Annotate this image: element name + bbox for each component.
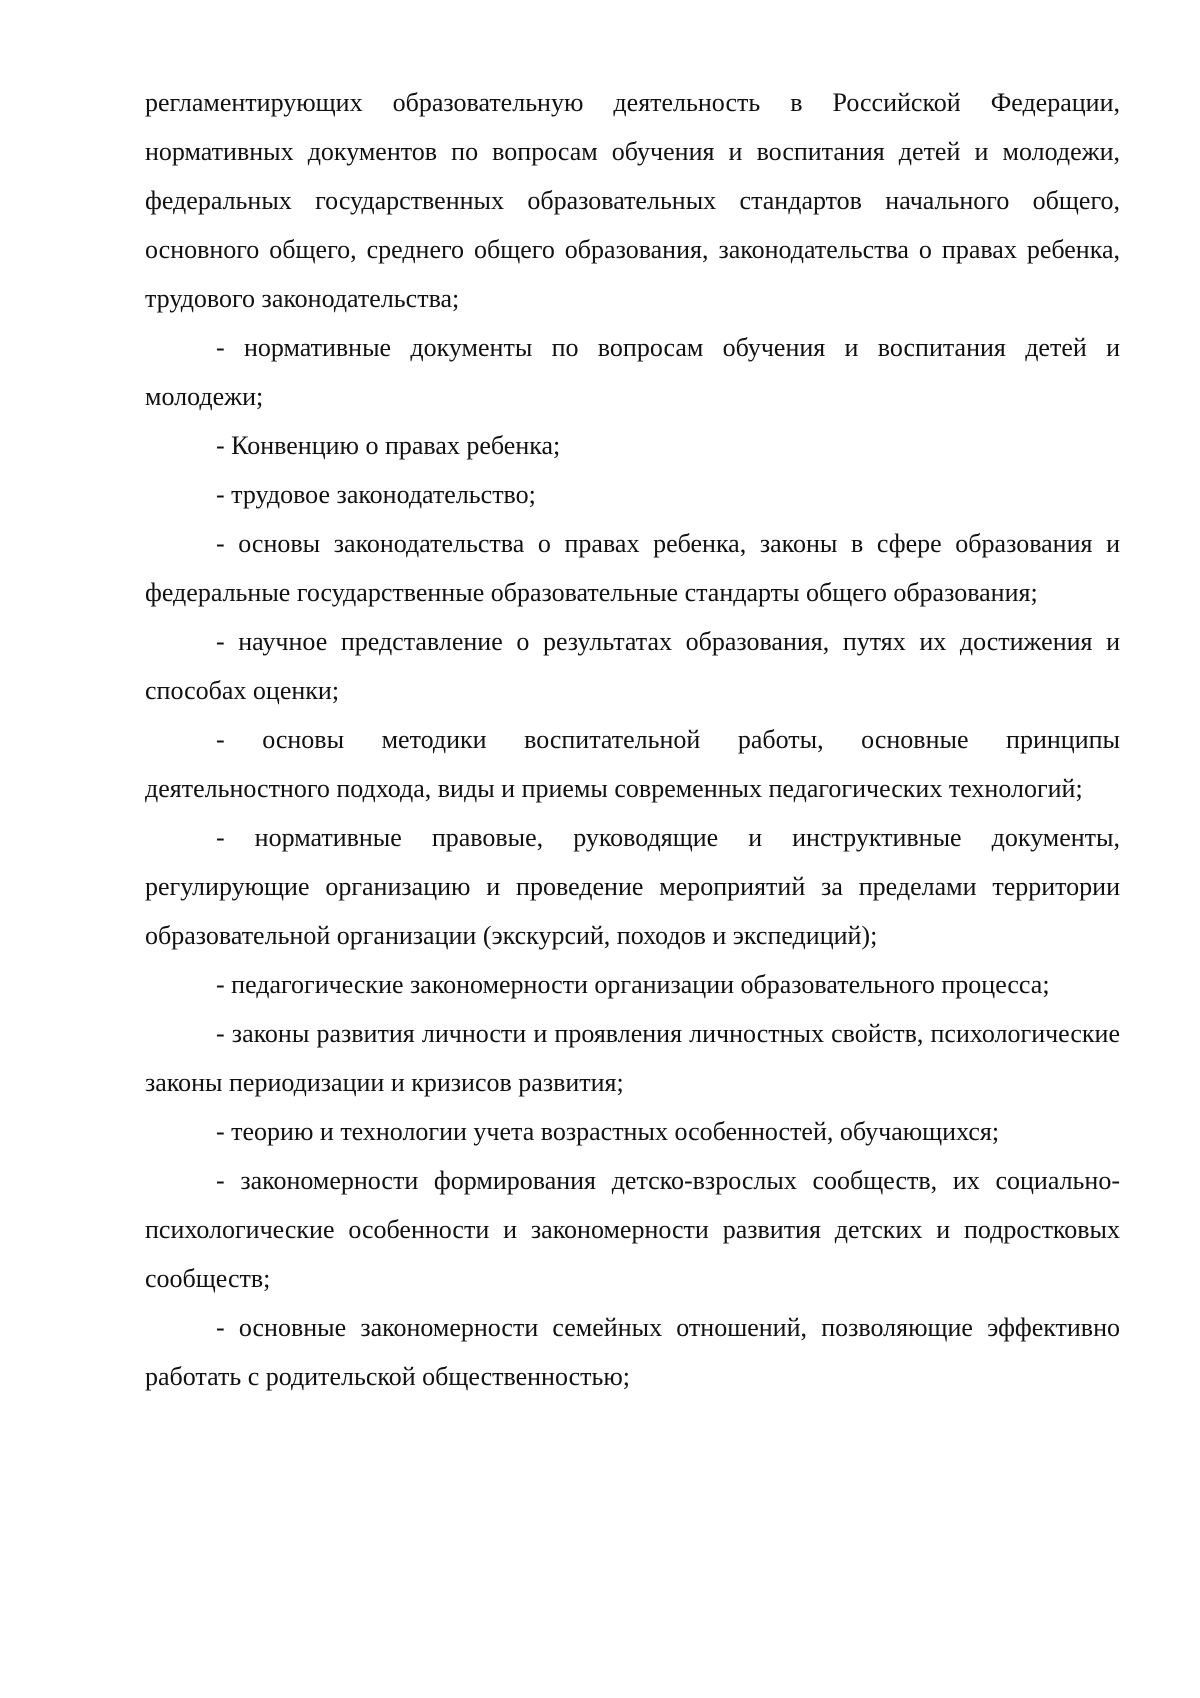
list-item-pedagogical-patterns: - педагогические закономерности организации образовательного процесса; <box>216 970 1050 999</box>
list-item-normative-documents: - нормативные документы по вопросам обучения и воспитания детей и молодежи; <box>145 333 1120 411</box>
list-item-convention: - Конвенцию о правах ребенка; <box>216 431 561 460</box>
list-item-scientific-view: - научное представление о результатах образования, путях их достижения и способах оценки; <box>145 627 1120 705</box>
list-item-legislation-basics: - основы законодательства о правах ребенка, законы в сфере образования и федеральные государственные образовательные стандарты общего образования; <box>145 529 1120 607</box>
paragraph-continuation: регламентирующих образовательную деятельность в Российской Федерации, нормативных документов по вопросам обучения и воспитания детей и молодежи, федеральных государственных образовательных стандартов начального общего, основного общего, среднего общего образования, законодательства о правах ребенка, трудового законодательства; <box>145 88 1120 313</box>
list-item-communities: - закономерности формирования детско-взрослых сообществ, их социально-психологические особенности и закономерности развития детских и подростковых сообществ; <box>145 1166 1120 1293</box>
list-item-family-relations: - основные закономерности семейных отношений, позволяющие эффективно работать с родительской общественностью; <box>145 1313 1120 1391</box>
list-item-personality-laws: - законы развития личности и проявления личностных свойств, психологические законы периодизации и кризисов развития; <box>145 1019 1120 1097</box>
list-item-age-features: - теорию и технологии учета возрастных особенностей, обучающихся; <box>216 1117 1000 1146</box>
list-item-regulatory-documents: - нормативные правовые, руководящие и инструктивные документы, регулирующие организацию и проведение мероприятий за пределами территории образовательной организации (экскурсий, походов и экспедиций); <box>145 823 1120 950</box>
document-page <box>145 78 1120 1401</box>
list-item-labor-law: - трудовое законодательство; <box>216 480 536 509</box>
list-item-methodology: - основы методики воспитательной работы, основные принципы деятельностного подхода, виды и приемы современных педагогических технологий; <box>145 725 1120 803</box>
